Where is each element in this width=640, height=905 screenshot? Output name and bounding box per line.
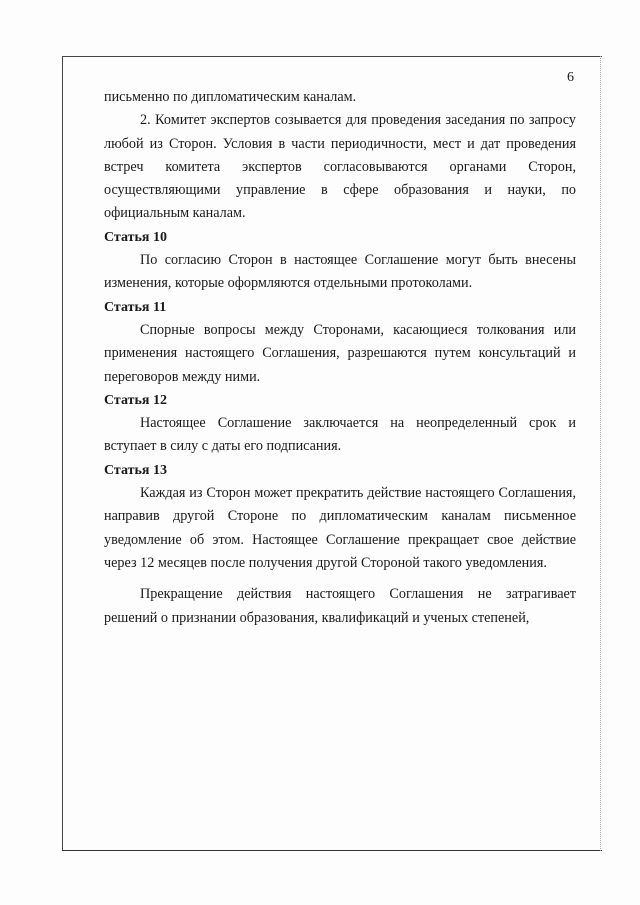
article-12-heading: Статья 12	[104, 392, 167, 408]
article-11-text: Спорные вопросы между Сторонами, касающиеся толкования или применения настоящего Соглашения, разрешаются путем консультаций и переговоров между ними.	[104, 321, 576, 385]
article-11-heading: Статья 11	[104, 299, 167, 315]
page-number: 6	[567, 70, 574, 85]
article-12-text: Настоящее Соглашение заключается на неопределенный срок и вступает в силу с даты его подписания.	[104, 415, 576, 455]
paragraph-continuation: письменно по дипломатическим каналам.	[104, 89, 357, 105]
scan-border-bottom	[62, 850, 602, 851]
scan-border-top	[62, 56, 602, 57]
scan-border-right	[600, 56, 601, 851]
scan-border-left	[62, 56, 63, 851]
article-10-heading: Статья 10	[104, 229, 167, 245]
article-13-paragraph-2: Прекращение действия настоящего Соглашения не затрагивает решений о признании образования, квалификаций и ученых степеней,	[104, 586, 576, 626]
article-10-text: По согласию Сторон в настоящее Соглашение могут быть внесены изменения, которые оформляются отдельными протоколами.	[104, 252, 576, 292]
article-13-paragraph-1: Каждая из Сторон может прекратить действие настоящего Соглашения, направив другой Стороне по дипломатическим каналам письменное уведомление об этом. Настоящее Соглашение прекращает свое действие через 12 месяцев после получения другой Стороной такого уведомления.	[104, 485, 576, 571]
paragraph-committee: 2. Комитет экспертов созывается для проведения заседания по запросу любой из Сторон. Условия в части периодичности, мест и дат проведения встреч комитета экспертов согласовываются органами Сторон, осуществляющими управление в сфере образования и науки, по официальным каналам.	[104, 112, 576, 222]
document-body	[104, 86, 576, 630]
article-13-heading: Статья 13	[104, 462, 167, 478]
